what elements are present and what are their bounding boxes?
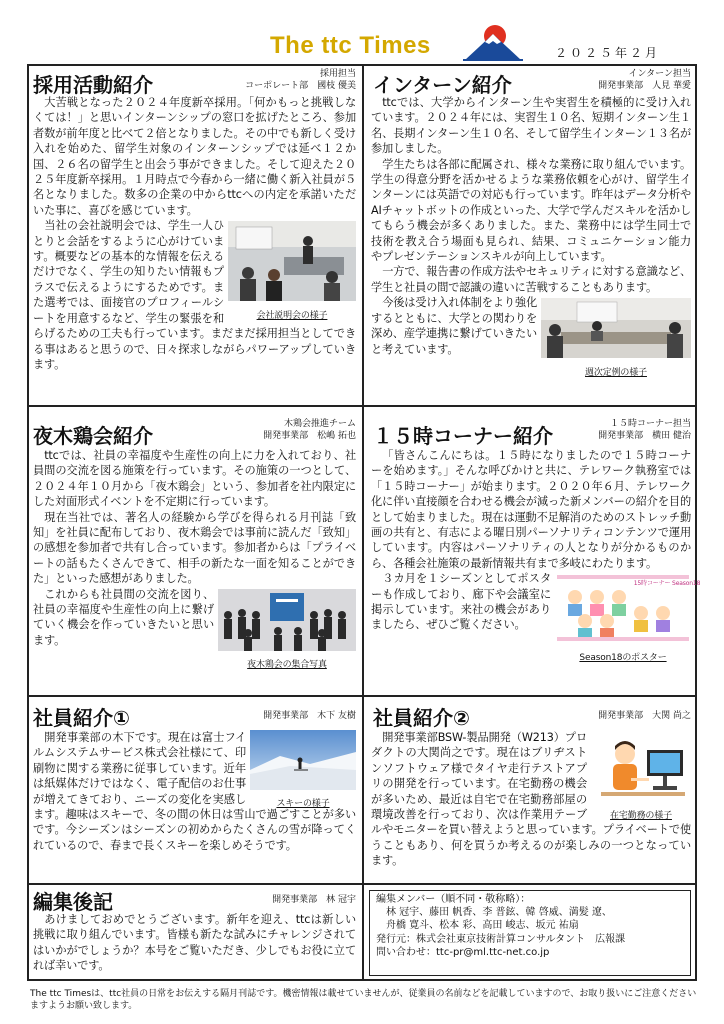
section-staff2 bbox=[369, 698, 693, 881]
photo-caption: スキーの様子 bbox=[276, 799, 330, 810]
section-title: インターン紹介 bbox=[373, 73, 512, 97]
mount-fuji-logo-icon bbox=[455, 22, 531, 62]
photo-block bbox=[555, 573, 701, 663]
section-yogi bbox=[33, 408, 358, 693]
section-corner15 bbox=[369, 408, 701, 693]
ski-photo bbox=[250, 730, 356, 790]
photo-caption: 在宅勤務の様子 bbox=[610, 811, 672, 822]
article-body: ttcでは、大学からインターン生や実習生を積極的に受け入れています。２０２４年には、実習生１０名、短期インターン生１名、長期インターン生１０名、そして留学生インターン１３名が参加しました。 学生たちは各部に配属され、様々な業務に取り組んでいます。学生の得意分野を活かせるような業務依頼を心がけ、留学生インターンには英語での対応も行っています。昨年はデータ分析やAIチャットボットの作成といった、大学で学んだスキルを活かしてもらう機会が多くありました。また、業務中には学生同士で技術を教え合う場面も見られ、結果、コミュニケーション能力やプレゼンテーションスキルが向上しています。 一方で、報告書の作成方法やセキュリティに対する意識など、学生と社員の間で認識の違いに苦戦することもあります。 週次定例の様子 今後は受け入れ体制をより強化するとともに、大学との関わりを深め、産学連携に繋げていきたいと考えています。 bbox=[371, 95, 691, 372]
section-staff1 bbox=[33, 698, 358, 881]
section-title: 社員紹介② bbox=[373, 706, 470, 730]
photo-caption: 週次定例の様子 bbox=[585, 367, 647, 378]
article-body: 大苦戦となった２０２４年度新卒採用。「何かもっと挑戦しなくては！」と思いインターンシップの窓口を拡げたところ、参加者数が前年度と比べて２倍となりました。その中でも新しく受け入れを始めた、留学生対象のインターンシップでは延べ１２か国、２６名の留学生と出会う事ができました。そして迎えた２０２５年度新卒採用。１月時点で今春から一緒に働く新入社員が５名となりました。数多の企業の中からttcへの内定を承諾いただいた事に、喜びを感じています。 会社説明会の様子 当社の会社説明会では、学生一人ひとりと会話をするように心がけています。概要などの基本的な情報を伝えるだけでなく、学生の知りたい情報もプラスで伝えるようにするためです。また選考では、面接官のプロフィールシートを用意するなど、学生の緊張を和らげるための工夫も行っています。まだまだ採用担当としてできる事はあると思うので、日々探求しながらパワーアップしていきます。 bbox=[33, 96, 356, 371]
section-title: 採用活動紹介 bbox=[33, 73, 153, 97]
poster-title: 15時コーナー Season18 bbox=[633, 580, 701, 588]
article-body: あけましておめでとうございます。新年を迎え、ttcは新しい挑戦に取り組んでいます。皆様も新たな試みにチャレンジされてはいかがでしょうか？本号をご覧いただき、少しでもお役に立てれば幸いです。 bbox=[33, 913, 356, 973]
author-info: １５時コーナー担当 開発事業部 横田 健治 bbox=[598, 419, 691, 441]
contact-email: 問い合わせ：ttc-pr@ml.ttc-net.co.jp bbox=[376, 946, 550, 958]
masthead-title: The ttc Times bbox=[270, 32, 431, 59]
section-title: 編集後記 bbox=[33, 890, 113, 914]
section-title: 社員紹介① bbox=[33, 706, 130, 730]
editorial-members-box bbox=[369, 890, 691, 976]
section-title: １５時コーナー紹介 bbox=[373, 424, 553, 448]
author-info: 開発事業部 木下 友樹 bbox=[263, 711, 356, 721]
article-body: 「皆さんこんにちは。１５時になりましたので１５時コーナーを始めます。」そんな呼びかけと共に、テレワーク執務室では「１５時コーナー」が始まります。２０２０年６月、テレワーク化に伴い直接顔を合わせる機会が減った新メンバーの紹介を目的として始まりました。現在は運動不足解消のためのストレッチ動画の共有と、有志による曜日別パーソナリティコンテンツで運用しています。内容はパーソナリティの人となりが分かるものから、各種会社施策の最新情報共有まで多岐にわたります。 15時コーナー Season18 Season18のポスター ３カ月を１シーズンとしてポスターも作成しており、廊下や会議室に掲示しています。来社の機会がありましたら、ぜひご覧ください。 bbox=[371, 448, 691, 659]
author-info: 開発事業部 林 冠宇 bbox=[272, 895, 356, 905]
photo-caption: 夜木鶏会の集合写真 bbox=[247, 660, 327, 671]
photo-block bbox=[218, 589, 356, 669]
photo-caption: Season18のポスター bbox=[579, 652, 667, 663]
section-title: 夜木鶏会紹介 bbox=[33, 424, 153, 448]
photo-block bbox=[591, 730, 691, 820]
footer-note: The ttc Timesは、ttc社員の日常をお伝えする隔月刊誌です。機密情報は載せていませんが、従業員の名前などを記載していますので、お取り扱いにご注意くださいますようお願い致します。 bbox=[30, 989, 697, 1011]
members-heading: 編集メンバー（順不同・敬称略）： bbox=[376, 894, 531, 905]
issue-date: ２０２５年２月 bbox=[555, 46, 661, 60]
author-info: 採用担当 コーポレート部 國枝 優美 bbox=[245, 69, 356, 91]
section-recruit bbox=[33, 67, 358, 403]
article-body: 在宅勤務の様子 開発事業部BSW-製品開発（W213）プロダクトの大関尚之です。現在はブリヂストンソフトウェア様でタイヤ走行テストアプリの開発を行っています。在宅勤務の機会が多いため、最近は自宅で在宅勤務部屋の環境改善を行っており、次は作業用テーブルやモニターを買い替えようと思っています。プライベートで使うこともあり、何を買うか考えるのが楽しみの一つとなっています。 bbox=[371, 731, 691, 868]
author-info: インターン担当 開発事業部 人見 華愛 bbox=[598, 69, 691, 91]
photo-caption: 会社説明会の様子 bbox=[256, 310, 328, 321]
publisher: 発行元：株式会社東京技術計算コンサルタント 広報課 bbox=[376, 933, 626, 945]
remote-work-illustration bbox=[591, 730, 691, 802]
article-body: ttcでは、社員の幸福度や生産性の向上に力を入れており、社員間の交流を図る施策を行っています。その施策の一つとして、２０２４年１０月から「夜木鶏会」という、参加者を社内限定にした対面形式イベントを不定期に行っています。 現在当社では、著名人の経験から学びを得られる月刊誌「致知」を社員に配布しており、夜木鶏会では事前に読んだ「致知」の感想を参加者で共有し合っています。参加者からは「プライベートの話もたくさんできて、相手の新たな一面を知ることができた」といった感想がありました。 夜木鶏会の集合写真 これからも社員間の交流を図り、社員の幸福度や生産性の向上に繋げていく機会を作っていきたいと思います。 bbox=[33, 448, 356, 669]
photo-block bbox=[541, 298, 691, 378]
author-info: 開発事業部 大関 尚之 bbox=[598, 711, 691, 721]
weekly-meeting-photo bbox=[541, 298, 691, 358]
members-line: 舟橋 寛斗、松本 彩、高田 峻志、坂元 祐扇 bbox=[386, 920, 579, 932]
members-line: 林 冠宇、藤田 帆香、李 普鉉、韓 啓威、満髪 遼、 bbox=[386, 907, 612, 919]
yogi-group-photo bbox=[218, 589, 356, 651]
photo-block bbox=[228, 221, 356, 321]
author-info: 木鶏会推進チーム 開発事業部 松嶋 拓也 bbox=[263, 419, 356, 441]
divider bbox=[362, 64, 364, 981]
article-body: スキーの様子 開発事業部の木下です。現在は富士フイルムシステムサービス株式会社様にて、印刷物に関する業務に従事しています。近年は紙媒体だけではなく、電子配信のお仕事が増えてきており、ニーズの変化を実感します。趣味はスキーで、冬の間の休日は雪山で過ごすことが多いです。今シーズンはシーズンの初めからたくさんの雪が降ってくれているので、春まで長くスキーを楽しめそうです。 bbox=[33, 731, 356, 852]
photo-block bbox=[250, 730, 356, 810]
section-editor bbox=[33, 886, 358, 979]
company-briefing-photo bbox=[228, 221, 356, 301]
section-intern bbox=[369, 67, 693, 403]
season18-poster bbox=[555, 573, 701, 643]
